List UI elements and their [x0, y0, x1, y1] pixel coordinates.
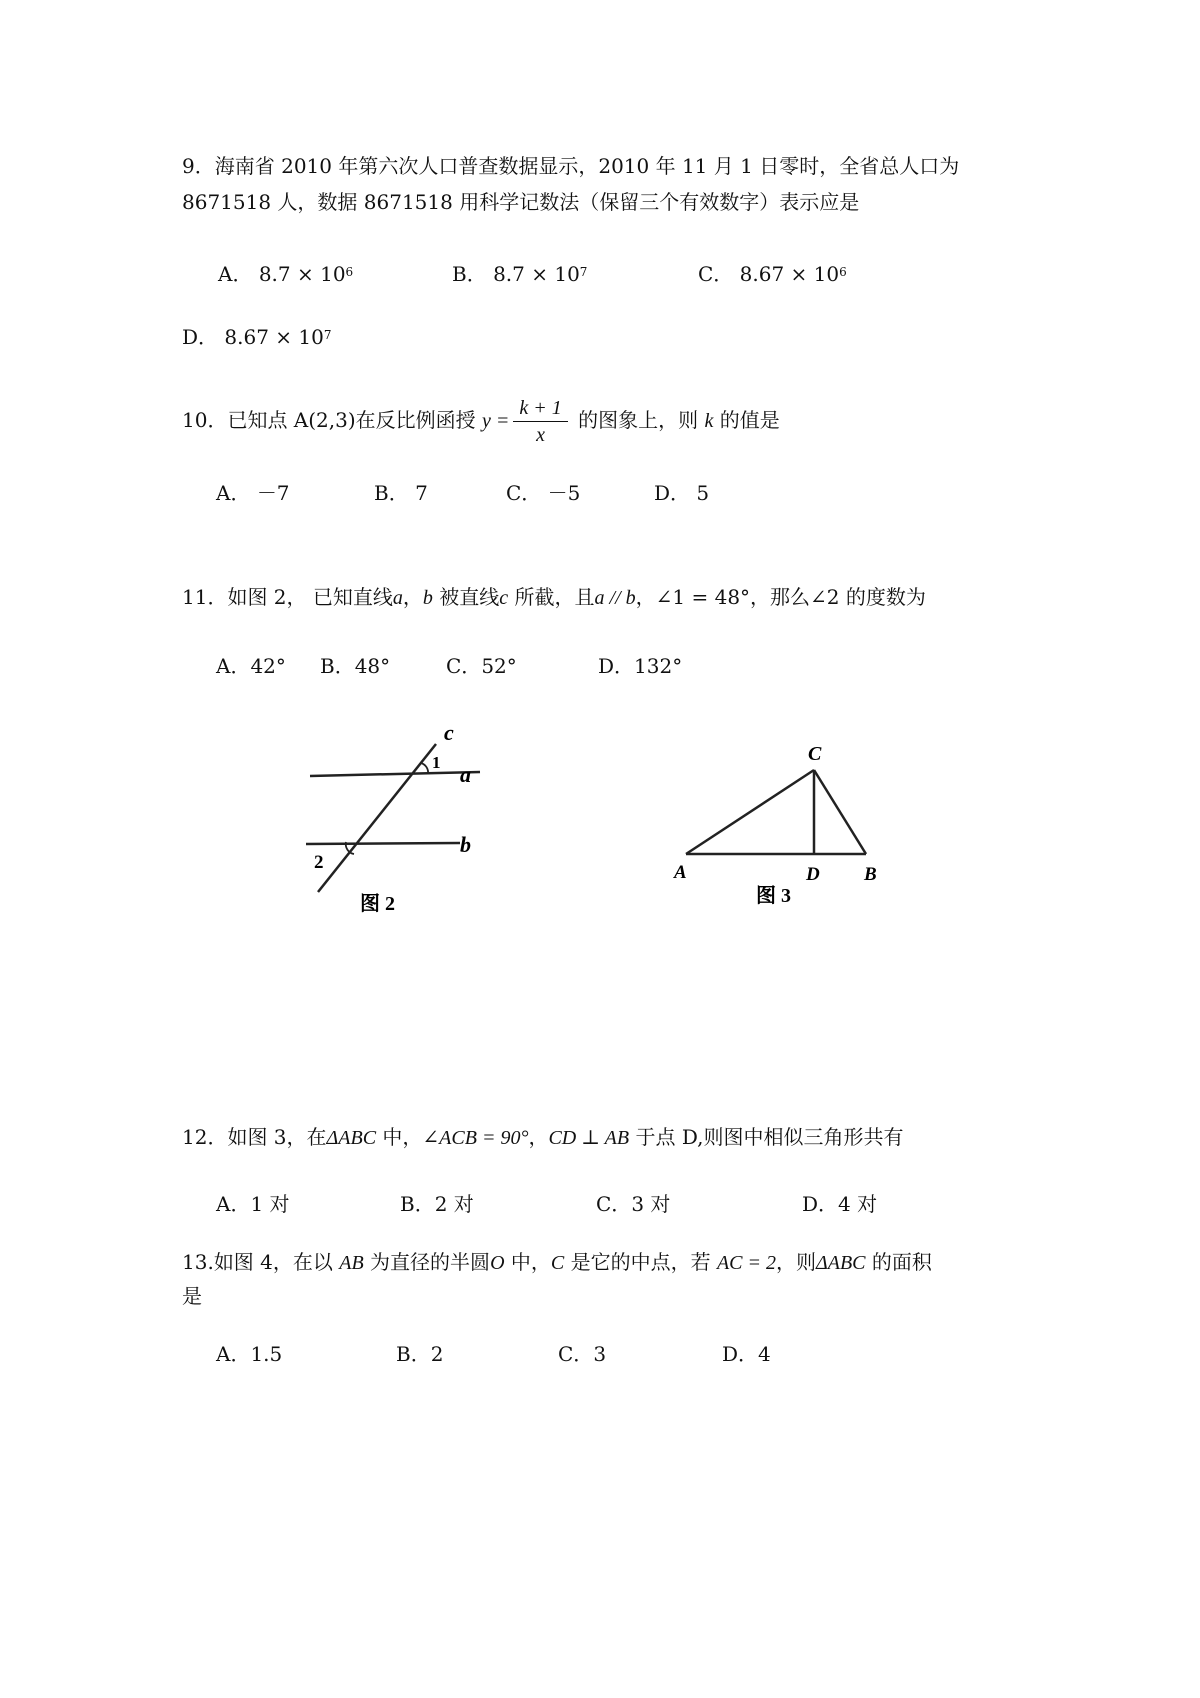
q9-text-line1: 海南省 2010 年第六次人口普查数据显示，2010 年 11 月 1 日零时，全省总人口为 [214, 154, 960, 178]
q13-c: C [550, 1252, 565, 1274]
fig3-label-c: C [808, 743, 822, 765]
fig2-label-c: c [444, 720, 454, 745]
q13-text-f: 的面积 [865, 1250, 932, 1274]
q13-option-b-value: 2 [430, 1342, 444, 1366]
fig2-label-1: 1 [432, 753, 441, 772]
q13-option-d-label: D． [722, 1342, 759, 1366]
q10-option-c-value: －5 [547, 481, 581, 505]
q13-option-a-value: 1.5 [250, 1342, 283, 1366]
q10-text-pre: 已知点 A(2,3)在反比例函授 [227, 408, 483, 432]
q11-option-a-value: 42° [250, 654, 286, 678]
q9-number: 9． [182, 154, 215, 178]
q9-option-d-exponent: 7 [323, 328, 332, 342]
fig3-caption: 图 3 [756, 885, 791, 907]
q9-option-a-exponent: 6 [345, 265, 354, 279]
q12-triangle: ΔABC [326, 1127, 377, 1149]
q11-sep2: ， [635, 585, 656, 609]
q13-option-a-label: A． [216, 1342, 251, 1366]
q12-option-a-label: A． [216, 1192, 251, 1216]
q11-option-b-value: 48° [354, 654, 391, 678]
q13-triangle: ΔABC [816, 1252, 866, 1274]
q13-line1 [182, 1248, 932, 1277]
q11-option-d-value: 132° [634, 654, 683, 678]
q13-option-c-label: C． [558, 1342, 594, 1366]
q11-var-c: c [499, 587, 509, 609]
q13-ab: AB [339, 1252, 364, 1274]
q11-option-c-value: 52° [481, 654, 517, 678]
q13-option-b [396, 1340, 443, 1368]
q9-option-b-mantissa: 8.7 × 10 [493, 262, 580, 286]
q9-option-c-exponent: 6 [839, 265, 847, 279]
fig2-line-c [318, 744, 436, 892]
fig3-label-b: B [864, 864, 877, 885]
q10-text-mid: 的图象上，则 [571, 408, 705, 432]
q12-option-c-label: C． [596, 1192, 632, 1216]
q11-parallel: a // b [594, 587, 636, 609]
q9-line1 [182, 152, 959, 180]
q10-y-eq: y = [482, 410, 510, 432]
q11-line [182, 583, 926, 612]
fig2-line-a [310, 772, 480, 776]
q12-option-b-value: 2 对 [434, 1192, 474, 1216]
q13-number: 13. [182, 1250, 214, 1274]
q13-text-d: 是它的中点，若 [564, 1250, 717, 1274]
q13-o: O [490, 1252, 505, 1274]
q9-option-d [182, 323, 332, 351]
q13-option-d-value: 4 [758, 1342, 771, 1366]
q12-perp: CD ⊥ AB [548, 1127, 630, 1149]
q11-option-d [598, 652, 682, 680]
q11-angle1: ∠1 = 48° [655, 585, 751, 609]
fig2-label-2: 2 [314, 852, 324, 873]
q10-line [182, 392, 780, 449]
q10-number: 10． [182, 408, 228, 432]
q11-text-c: 所截，且 [508, 585, 595, 609]
q13-option-d [722, 1340, 771, 1368]
q9-option-b-label: B． [452, 262, 487, 286]
q9-option-a-label: A． [218, 262, 253, 286]
q13-text-line2: 是 [182, 1284, 202, 1308]
q11-option-b-label: B． [320, 654, 355, 678]
q11-option-c-label: C． [446, 654, 482, 678]
fig2-label-b: b [460, 832, 471, 857]
q10-frac-denominator: x [536, 424, 546, 446]
q11-option-c [446, 652, 517, 680]
q12-option-b [400, 1190, 474, 1218]
q11-var-a: a [392, 587, 403, 609]
fig3-label-d: D [806, 864, 820, 885]
q10-option-a [216, 479, 290, 507]
q9-text-line2: 8671518 人，数据 8671518 用科学记数法（保留三个有效数字）表示应是 [182, 190, 860, 214]
q12-line [182, 1123, 904, 1152]
q10-option-b [374, 479, 428, 507]
q12-option-d [802, 1190, 877, 1218]
q9-option-a [218, 260, 353, 288]
q11-text-a: 如图 2， 已知直线 [227, 585, 393, 609]
q10-option-d-value: 5 [696, 481, 710, 505]
q11-var-b: b [422, 587, 433, 609]
q12-text-b: 中， [376, 1125, 423, 1149]
q12-text-a: 如图 3，在 [227, 1125, 327, 1149]
q12-number: 12． [182, 1125, 228, 1149]
q12-option-b-label: B． [400, 1192, 435, 1216]
q13-option-c [558, 1340, 606, 1368]
fig3-side-cb [814, 770, 866, 854]
q10-option-a-value: －7 [256, 481, 290, 505]
q10-option-d [654, 479, 709, 507]
q12-option-c [596, 1190, 670, 1218]
q10-option-b-label: B． [374, 481, 409, 505]
q12-option-a-value: 1 对 [250, 1192, 290, 1216]
q10-option-d-label: D． [654, 481, 691, 505]
figure-2 [262, 720, 522, 930]
q13-option-c-value: 3 [593, 1342, 607, 1366]
fig2-label-a: a [460, 762, 471, 787]
q11-option-d-label: D． [598, 654, 635, 678]
q9-option-c-label: C． [698, 262, 734, 286]
q9-option-c [698, 260, 847, 288]
fig2-line-b [306, 843, 460, 844]
q9-option-b-exponent: 7 [579, 265, 588, 279]
q12-angle: ∠ACB = 90° [422, 1127, 529, 1149]
q10-option-c-label: C． [506, 481, 542, 505]
q9-option-d-label: D． [182, 325, 219, 349]
q11-option-a [216, 652, 286, 680]
q13-text-c: 中， [504, 1250, 551, 1274]
q10-option-b-value: 7 [415, 481, 428, 505]
fig3-label-a: A [674, 862, 687, 883]
q12-text-c: 于点 D,则图中相似三角形共有 [629, 1125, 904, 1149]
q10-frac-numerator: k + 1 [513, 395, 567, 422]
q12-option-c-value: 3 对 [631, 1192, 671, 1216]
figure-3 [638, 730, 918, 920]
q12-sep: ， [528, 1125, 549, 1149]
q9-option-a-mantissa: 8.7 × 10 [258, 262, 346, 286]
fig2-caption: 图 2 [360, 893, 395, 915]
q12-option-d-label: D． [802, 1192, 839, 1216]
q11-number: 11． [182, 585, 228, 609]
q11-text-b: 被直线 [432, 585, 500, 609]
q11-text-d: ，那么∠2 的度数为 [750, 585, 926, 609]
q10-text-post: 的值是 [713, 408, 780, 432]
q11-option-b [320, 652, 390, 680]
q10-k: k [704, 410, 714, 432]
q11-option-a-label: A． [216, 654, 251, 678]
q13-text-e: ，则 [776, 1250, 816, 1274]
q13-option-a [216, 1340, 282, 1368]
q9-option-b [452, 260, 587, 288]
q13-text-b: 为直径的半圆 [363, 1250, 491, 1274]
q9-option-c-mantissa: 8.67 × 10 [739, 262, 840, 286]
fig3-side-ac [686, 770, 814, 854]
q10-fraction [513, 395, 567, 448]
q13-option-b-label: B． [396, 1342, 431, 1366]
q13-ac: AC = 2 [716, 1252, 776, 1274]
q10-option-a-label: A． [216, 481, 251, 505]
q9-option-d-mantissa: 8.67 × 10 [224, 325, 324, 349]
q13-text-a: 如图 4，在以 [213, 1250, 340, 1274]
q12-option-d-value: 4 对 [838, 1192, 878, 1216]
q12-option-a [216, 1190, 290, 1218]
q10-option-c [506, 479, 580, 507]
q11-sep1: ， [402, 585, 423, 609]
